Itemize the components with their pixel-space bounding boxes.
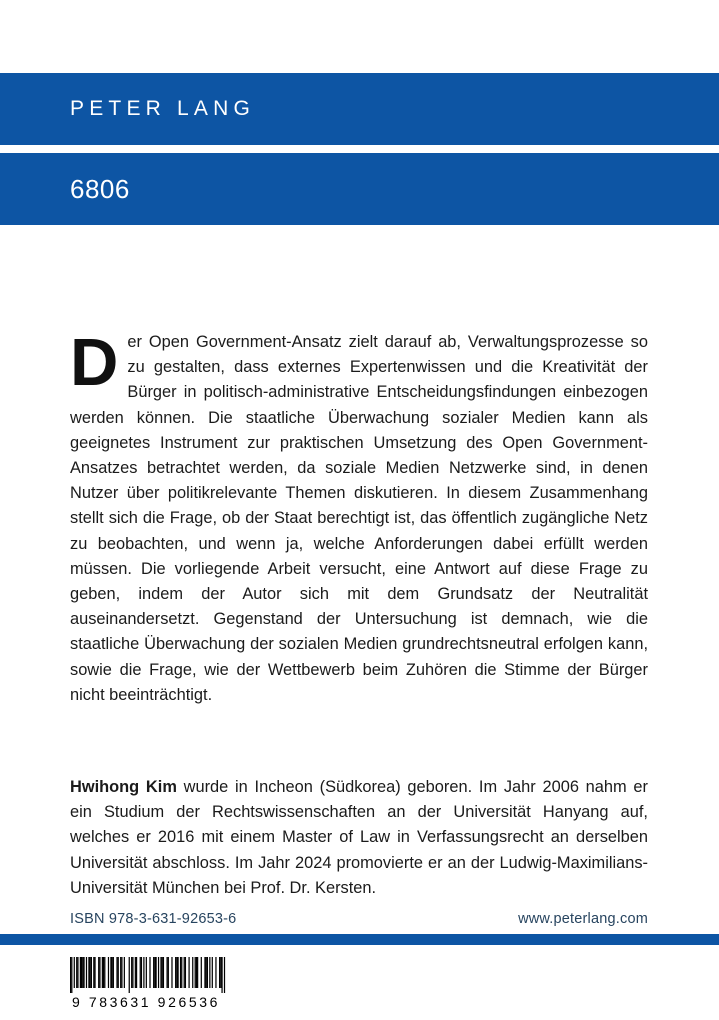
footer-rule (0, 934, 719, 945)
isbn-barcode (70, 957, 230, 1010)
series-number-label: 6806 (70, 173, 130, 204)
blurb-dropcap: D (70, 325, 119, 400)
series-number-band (0, 153, 719, 225)
barcode-bars (70, 957, 230, 993)
publisher-brand-band (0, 73, 719, 145)
book-blurb (70, 325, 648, 708)
isbn-label: ISBN 978-3-631-92653-6 (70, 911, 237, 927)
author-name: Hwihong Kim (70, 778, 177, 796)
barcode-digits: 9 783631 926536 (72, 994, 220, 1010)
footer-meta-row (70, 911, 648, 927)
author-bio-text: wurde in Incheon (Südkorea) geboren. Im Jahr 2006 nahm er ein Studium der Rechtswissenschaften an der Universität Hanyang auf, welches er 2016 mit einem Master of Law in Verfassungsrecht an derselben Universität abschloss. Im Jahr 2024 promovierte er an der Ludwig-Maximilians-Universität München bei Prof. Dr. Kersten. (70, 778, 648, 897)
blurb-text: er Open Government-Ansatz zielt darauf ab, Verwaltungsprozesse so zu gestalten, dass externes Expertenwissen und die Kreativität der Bürger in politisch-administrative Entscheidungsfindungen einbezogen werden können. Die staatliche Überwachung sozialer Medien kann als geeignetes Instrument zur praktischen Umsetzung des Open Government-Ansatzes betrachtet werden, da soziale Medien Netzwerke sind, in denen Nutzer über politikrelevante Themen diskutieren. In diesem Zusammenhang stellt sich die Frage, ob der Staat berechtigt ist, das öffentlich zugängliche Netz zu beobachten, und wenn ja, welche Anforderungen dabei erfüllt werden müssen. Die vorliegende Arbeit versucht, eine Antwort auf diese Frage zu geben, indem der Autor sich mit dem Grundsatz der Neutralität auseinandersetzt. Gegenstand der Untersuchung ist demnach, wie die staatliche Überwachung der sozialen Medien grundrechtsneutral erfolgen kann, sowie die Frage, wie der Wettbewerb beim Zuhören die Stimme der Bürger nicht beeinträchtigt. (70, 333, 648, 704)
author-biography (70, 775, 648, 901)
publisher-brand-label: PETER LANG (70, 97, 256, 120)
publisher-website-link[interactable]: www.peterlang.com (518, 911, 648, 927)
